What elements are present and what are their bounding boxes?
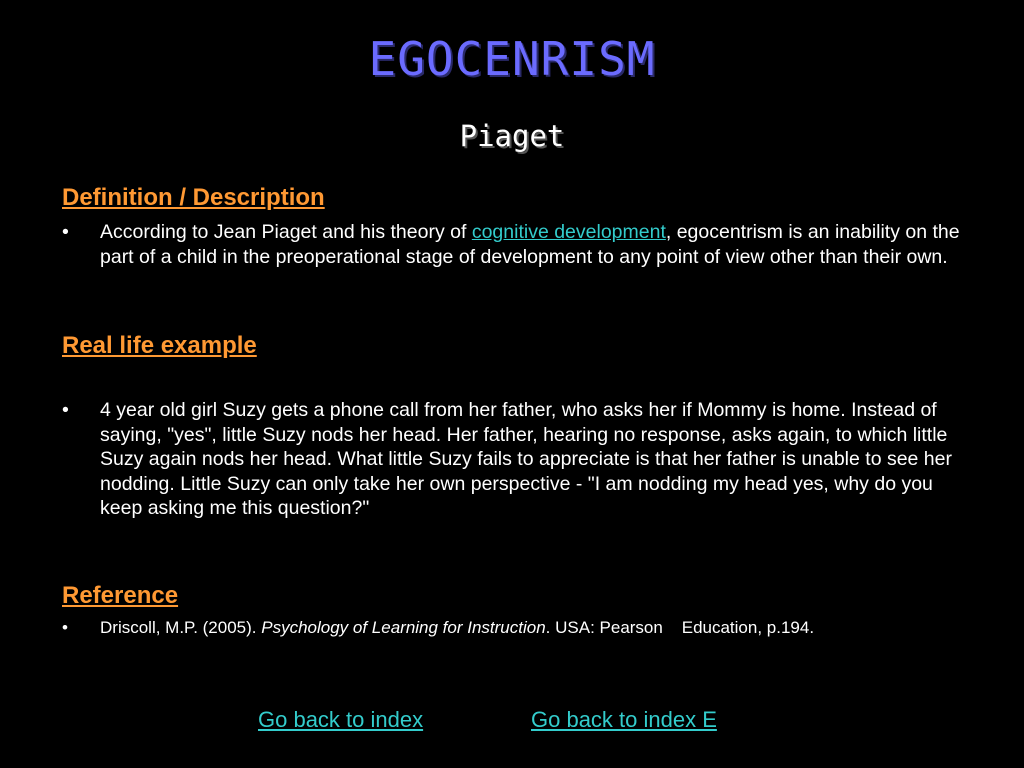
- go-back-to-index-link[interactable]: Go back to index: [258, 707, 424, 732]
- reference-heading: Reference: [62, 582, 179, 609]
- reference-book-title: Psychology of Learning for Instruction: [261, 618, 546, 637]
- bullet-marker: •: [62, 618, 68, 637]
- reference-bullet-item: [62, 617, 962, 639]
- definition-bullet-item: [62, 220, 962, 269]
- reference-text-end: . USA: Pearson Education, p.194.: [545, 618, 815, 637]
- definition-heading: Definition / Description: [62, 184, 325, 211]
- example-heading: Real life example: [62, 332, 257, 359]
- reference-text-start: Driscoll, M.P. (2005).: [100, 618, 262, 637]
- definition-text: [100, 220, 962, 269]
- definition-text-end: , egocentrism is an inability on the part of a child in the preoperational stage of development to any point of view other than their own.: [100, 221, 960, 268]
- reference-text: [100, 617, 962, 639]
- example-text: 4 year old girl Suzy gets a phone call from her father, who asks her if Mommy is home. Instead of saying, "yes", little Suzy nods her head. Her father, hearing no response, asks again, to which little Suzy again nods her head. What little Suzy fails to appreciate is that her father is unable to see her nodding. Little Suzy can only take her own perspective - "I am nodding my head yes, why do you keep asking me this question?": [100, 399, 952, 519]
- bullet-marker: •: [62, 221, 69, 243]
- bullet-marker: •: [62, 399, 69, 421]
- slide-title: EGOCENRISM: [368, 32, 656, 86]
- cognitive-development-link[interactable]: cognitive development: [471, 221, 666, 243]
- example-bullet-item: [62, 398, 962, 521]
- slide-subtitle: Piaget: [459, 119, 565, 153]
- definition-text-start: According to Jean Piaget and his theory of: [100, 221, 472, 243]
- go-back-to-index-e-link[interactable]: Go back to index E: [531, 707, 717, 732]
